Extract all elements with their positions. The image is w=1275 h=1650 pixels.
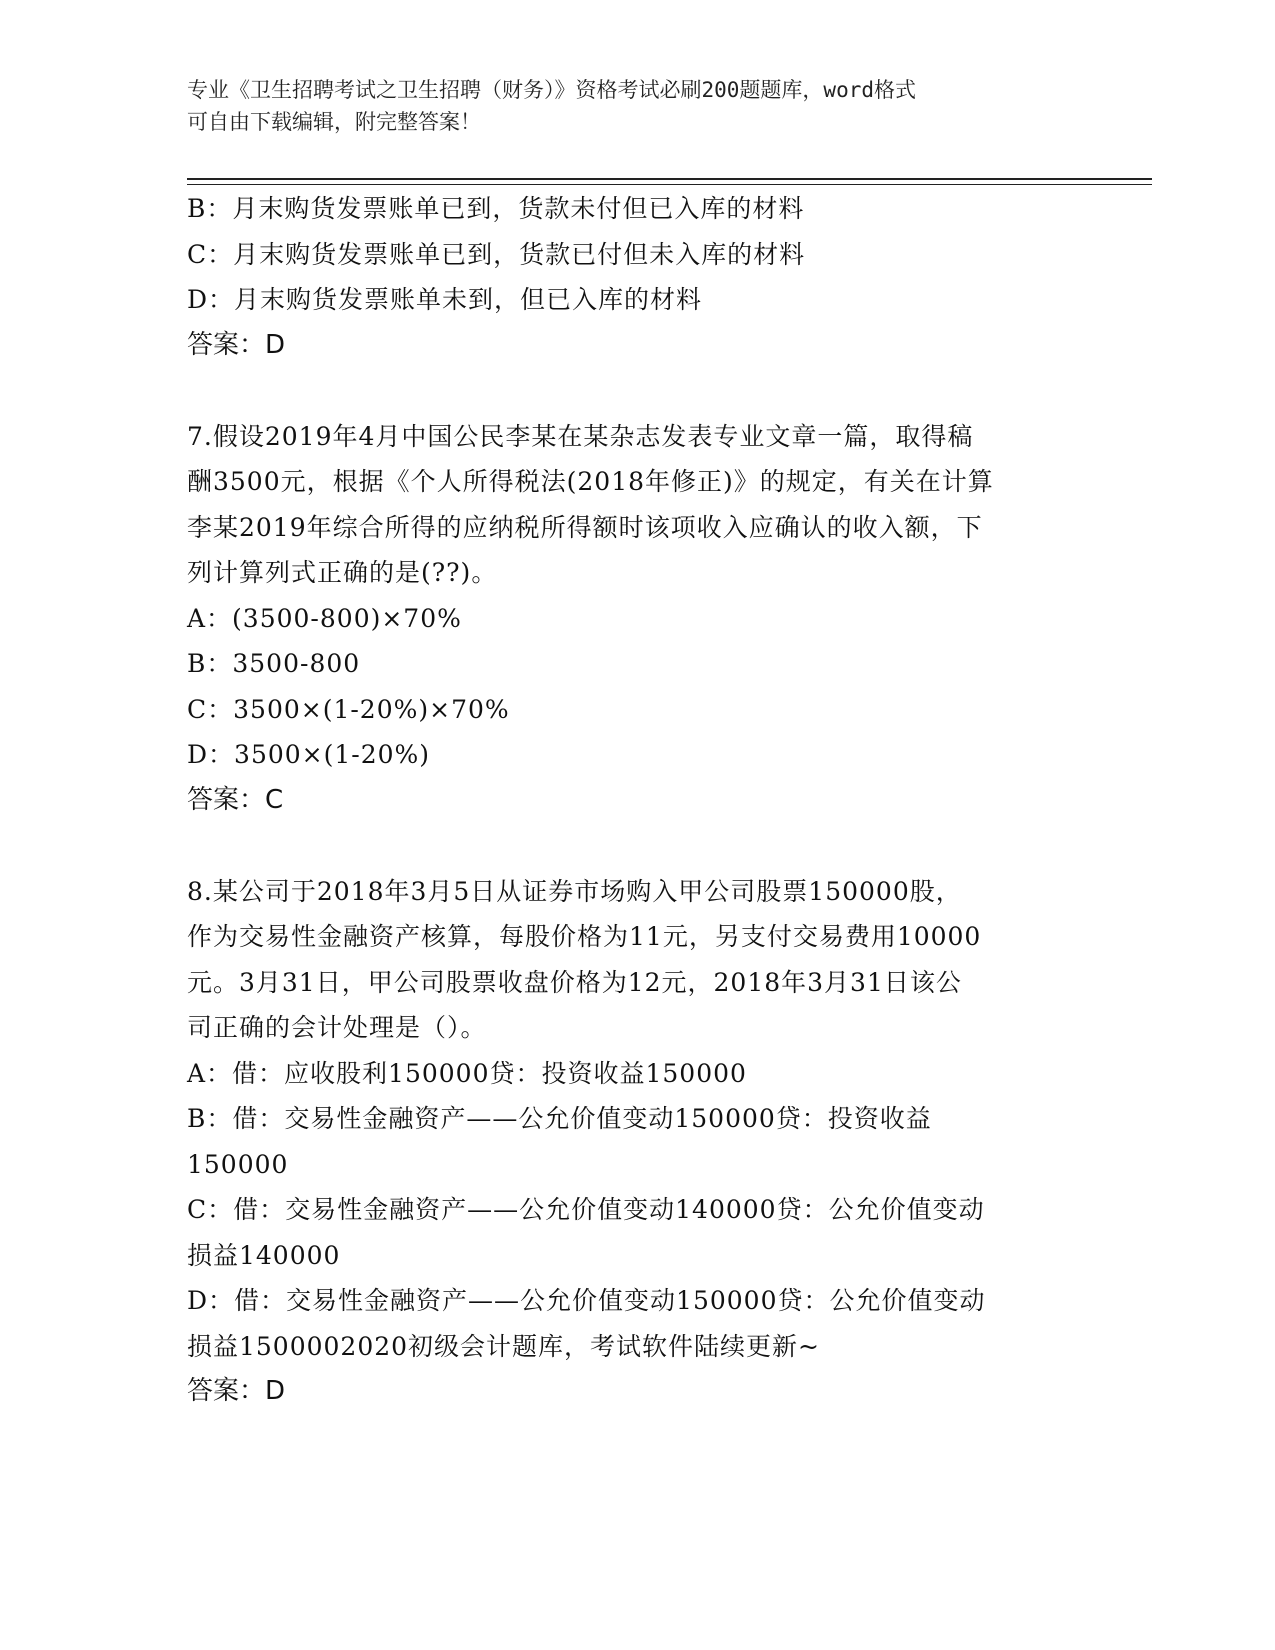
header-line-2: 可自由下载编辑，附完整答案！ xyxy=(187,110,481,134)
question-block-8 xyxy=(187,869,1087,1415)
option-line: B：3500-800 xyxy=(187,649,361,678)
question-line: 作为交易性金融资产核算，每股价格为11元，另支付交易费用10000 xyxy=(187,922,982,951)
document-header xyxy=(187,74,1087,138)
option-line: 150000 xyxy=(187,1149,289,1179)
question-line: 8.某公司于2018年3月5日从证券市场购入甲公司股票150000股， xyxy=(187,876,962,906)
header-rule-thin xyxy=(187,184,1152,185)
option-line: D：借：交易性金融资产——公允价值变动150000贷：公允价值变动 xyxy=(187,1286,986,1315)
option-line: A：借：应收股利150000贷：投资收益150000 xyxy=(187,1058,747,1088)
option-line: C：3500×(1-20%)×70% xyxy=(187,694,510,724)
option-line: B：月末购货发票账单已到，货款未付但已入库的材料 xyxy=(187,194,805,223)
option-line: 损益1500002020初级会计题库，考试软件陆续更新~ xyxy=(187,1331,821,1361)
option-line: C：月末购货发票账单已到，货款已付但未入库的材料 xyxy=(187,239,806,269)
answer-line: 答案：D xyxy=(187,1376,286,1406)
answer-line: 答案：C xyxy=(187,784,284,815)
question-block-7 xyxy=(187,414,1087,824)
question-line: 酬3500元，根据《个人所得税法(2018年修正)》的规定，有关在计算 xyxy=(187,467,994,496)
option-line: 损益140000 xyxy=(187,1240,341,1270)
option-line: D：月末购货发票账单未到，但已入库的材料 xyxy=(187,285,703,314)
option-line: D：3500×(1-20%) xyxy=(187,740,431,769)
option-line: C：借：交易性金融资产——公允价值变动140000贷：公允价值变动 xyxy=(187,1195,985,1224)
document-body xyxy=(187,186,1087,1415)
block-spacer xyxy=(187,368,1087,414)
block-spacer xyxy=(187,823,1087,869)
question-line: 列计算列式正确的是(??)。 xyxy=(187,558,498,587)
option-line: A：(3500-800)×70% xyxy=(187,603,462,633)
option-line: B：借：交易性金融资产——公允价值变动150000贷：投资收益 xyxy=(187,1104,932,1133)
header-rule-thick xyxy=(187,178,1152,180)
question-line: 司正确的会计处理是（）。 xyxy=(187,1013,487,1042)
answer-line: 答案：D xyxy=(187,329,286,360)
header-line-1: 专业《卫生招聘考试之卫生招聘（财务）》资格考试必刷200题题库，word格式 xyxy=(187,78,916,102)
question-line: 李某2019年综合所得的应纳税所得额时该项收入应确认的收入额，下 xyxy=(187,512,983,542)
question-line: 7.假设2019年4月中国公民李某在某杂志发表专业文章一篇，取得稿 xyxy=(187,421,974,451)
question-block-6 xyxy=(187,186,1087,368)
question-line: 元。3月31日，甲公司股票收盘价格为12元，2018年3月31日该公 xyxy=(187,967,962,997)
